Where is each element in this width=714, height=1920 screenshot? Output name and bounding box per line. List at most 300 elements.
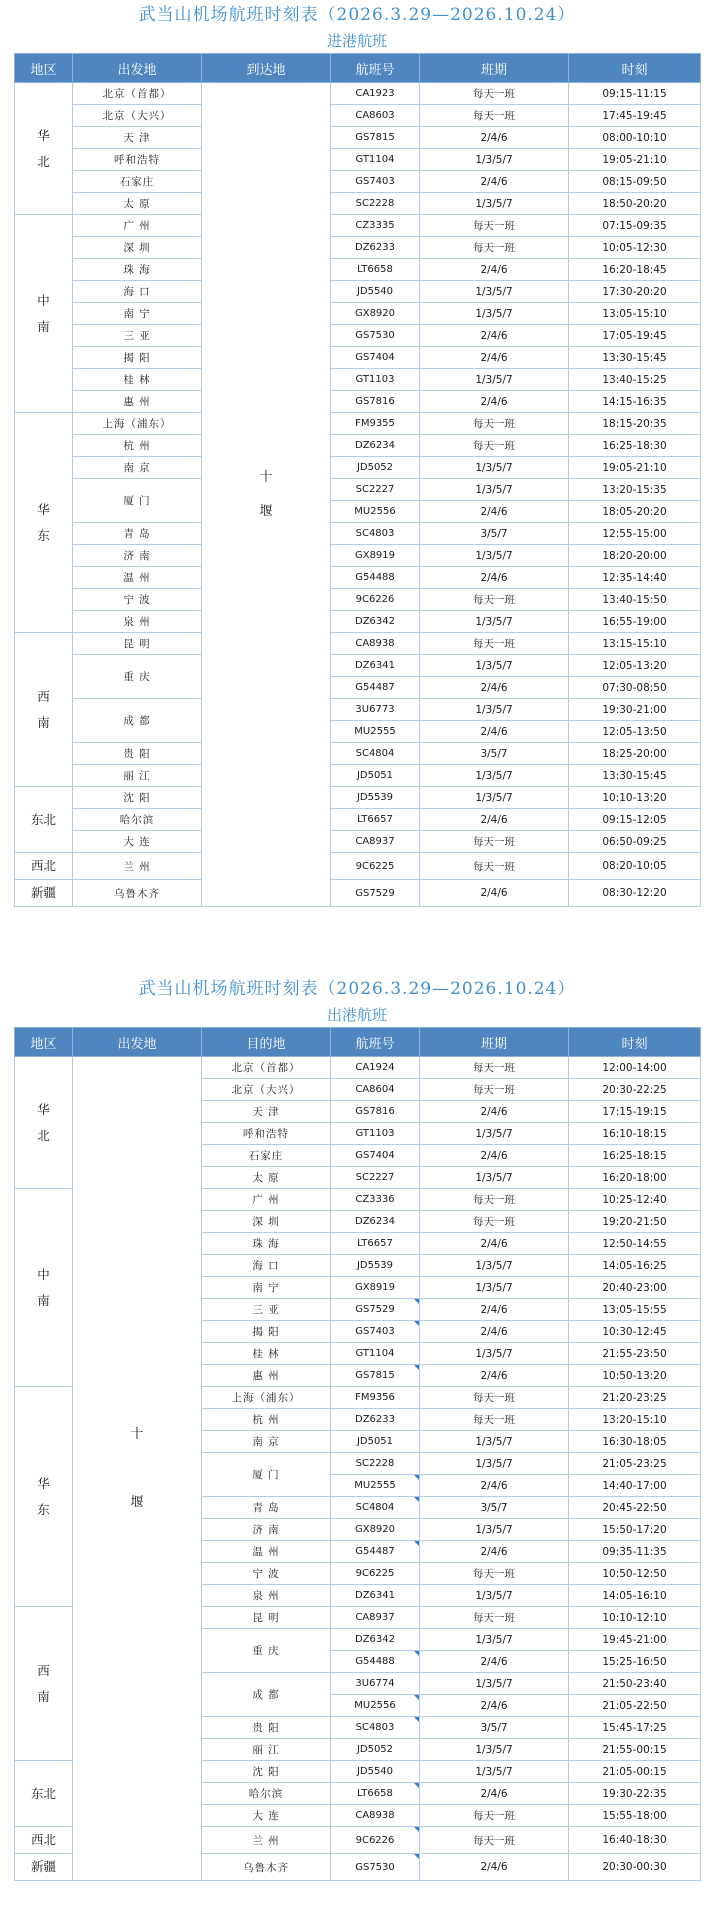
city-cell: 杭 州 [202,1409,331,1431]
time-cell: 13:05-15:55 [569,1299,701,1321]
flight-number-cell [331,655,420,677]
table-row [15,809,701,831]
schedule-days-cell: 2/4/6 [420,1475,569,1497]
schedule-days-cell: 1/3/5/7 [420,1255,569,1277]
schedule-days-cell: 2/4/6 [420,259,569,281]
header-destination: 目的地 [202,1028,331,1057]
flight-number: CA8938 [355,638,395,649]
flight-number: LT6657 [357,1238,393,1249]
city-cell: 天 津 [202,1101,331,1123]
table-row [15,83,701,105]
table-row [15,347,701,369]
flight-number-cell [331,1343,420,1365]
flight-number-cell [331,611,420,633]
time-cell: 10:10-12:10 [569,1607,701,1629]
table-row [15,369,701,391]
flight-number: GX8919 [354,550,396,561]
city-cell: 厦 门 [73,479,202,523]
flight-number-cell [331,1431,420,1453]
flight-number: SC2228 [355,198,395,209]
table-row [15,259,701,281]
outbound-header-row [15,1028,701,1057]
flight-number: DZ6234 [355,440,395,451]
schedule-days-cell: 2/4/6 [420,501,569,523]
schedule-days-cell: 1/3/5/7 [420,281,569,303]
inbound-subtitle: 进港航班 [326,32,387,50]
schedule-days-cell: 1/3/5/7 [420,1739,569,1761]
flight-number: SC4803 [355,1722,395,1733]
schedule-days-cell: 每天一班 [420,215,569,237]
schedule-days-cell: 2/4/6 [420,1651,569,1673]
city-cell: 成 都 [202,1673,331,1717]
outbound-title: 武当山机场航班时刻表（2026.3.29—2026.10.24） [138,979,576,999]
city-cell: 珠 海 [202,1233,331,1255]
city-cell: 上海（浦东） [202,1387,331,1409]
time-cell: 13:20-15:35 [569,479,701,501]
time-cell: 14:05-16:10 [569,1585,701,1607]
flight-number-cell [331,281,420,303]
schedule-days-cell: 1/3/5/7 [420,1343,569,1365]
schedule-days-cell: 3/5/7 [420,1717,569,1739]
flight-number: DZ6342 [355,1634,395,1645]
flight-number-cell [331,545,420,567]
city-cell: 深 圳 [73,237,202,259]
flight-number-cell [331,303,420,325]
schedule-days-cell: 2/4/6 [420,1695,569,1717]
city-cell: 南 京 [202,1431,331,1453]
flight-number-cell [331,567,420,589]
city-cell: 三 亚 [202,1299,331,1321]
time-cell: 08:20-10:05 [569,853,701,880]
table-row [15,215,701,237]
city-cell: 海 口 [73,281,202,303]
city-cell: 兰 州 [202,1827,331,1854]
flight-number-cell [331,325,420,347]
flight-number-cell [331,699,420,721]
table-row [15,699,701,721]
hub-city-cell: 十 堰 [202,83,331,907]
time-cell: 13:40-15:25 [569,369,701,391]
flight-number: GX8920 [354,1524,396,1535]
flight-number: MU2556 [354,506,396,517]
flight-number: SC4804 [355,748,395,759]
flight-number: DZ6234 [355,1216,395,1227]
schedule-days-cell: 1/3/5/7 [420,787,569,809]
time-cell: 12:55-15:00 [569,523,701,545]
schedule-days-cell: 3/5/7 [420,523,569,545]
flight-number-cell [331,1123,420,1145]
header-region: 地区 [15,1028,73,1057]
flight-number: GT1103 [355,1128,395,1139]
schedule-days-cell: 每天一班 [420,237,569,259]
flight-number-cell [331,1321,420,1343]
schedule-days-cell: 1/3/5/7 [420,369,569,391]
city-cell: 海 口 [202,1255,331,1277]
time-cell: 08:30-12:20 [569,880,701,907]
table-row [15,281,701,303]
time-cell: 09:35-11:35 [569,1541,701,1563]
region-cell: 华 东 [15,413,73,633]
header-time: 时刻 [569,54,701,83]
flight-number: JD5540 [356,286,394,297]
city-cell: 呼和浩特 [73,149,202,171]
schedule-days-cell: 2/4/6 [420,1321,569,1343]
table-row [15,171,701,193]
table-row [15,787,701,809]
schedule-days-cell: 2/4/6 [420,325,569,347]
flight-number: GS7403 [355,1326,395,1337]
time-cell: 16:20-18:45 [569,259,701,281]
flight-number-cell [331,171,420,193]
flight-number-cell [331,1783,420,1805]
table-row [15,743,701,765]
schedule-days-cell: 1/3/5/7 [420,1453,569,1475]
city-cell: 哈尔滨 [202,1783,331,1805]
table-row [15,127,701,149]
header-time: 时刻 [569,1028,701,1057]
region-cell: 西北 [15,1827,73,1854]
flight-number: G54487 [355,1546,395,1557]
city-cell: 三 亚 [73,325,202,347]
flight-number: JD5539 [356,1260,394,1271]
flight-number-cell [331,1255,420,1277]
flight-number-cell [331,479,420,501]
table-row [15,435,701,457]
flight-number: G54487 [355,682,395,693]
flight-number: CA8938 [355,1810,395,1821]
header-flight-number: 航班号 [331,54,420,83]
schedule-days-cell: 2/4/6 [420,171,569,193]
flight-number: GS7530 [355,1861,395,1873]
table-row [15,1057,701,1079]
city-cell: 南 宁 [73,303,202,325]
flight-number-cell [331,765,420,787]
region-cell: 中 南 [15,1189,73,1387]
time-cell: 12:35-14:40 [569,567,701,589]
flight-number-cell [331,1541,420,1563]
flight-number: DZ6233 [355,1414,395,1425]
flight-number-cell [331,193,420,215]
header-destination: 到达地 [202,54,331,83]
table-row [15,149,701,171]
flight-number: G54488 [355,1656,395,1667]
schedule-days-cell: 每天一班 [420,1805,569,1827]
time-cell: 06:50-09:25 [569,831,701,853]
flight-number: GX8920 [354,308,396,319]
flight-number-cell [331,1409,420,1431]
flight-number-cell [331,1365,420,1387]
flight-number-cell [331,1453,420,1475]
flight-number: SC4804 [355,1502,395,1513]
flight-number: JD5052 [356,462,394,473]
outbound-subtitle: 出港航班 [326,1006,387,1024]
schedule-days-cell: 1/3/5/7 [420,1123,569,1145]
time-cell: 13:05-15:10 [569,303,701,325]
flight-number-cell [331,457,420,479]
city-cell: 贵 阳 [202,1717,331,1739]
city-cell: 青 岛 [202,1497,331,1519]
time-cell: 07:15-09:35 [569,215,701,237]
flight-number-cell [331,215,420,237]
comment-marker-icon [414,1695,419,1700]
time-cell: 16:25-18:30 [569,435,701,457]
city-cell: 石家庄 [73,171,202,193]
time-cell: 13:30-15:45 [569,765,701,787]
flight-number: 3U6774 [355,1678,395,1689]
time-cell: 20:45-22:50 [569,1497,701,1519]
schedule-days-cell: 每天一班 [420,853,569,880]
schedule-days-cell: 2/4/6 [420,1541,569,1563]
city-cell: 兰 州 [73,853,202,880]
inbound-header-row [15,54,701,83]
flight-number: GS7816 [355,396,395,407]
time-cell: 21:05-00:15 [569,1761,701,1783]
time-cell: 13:40-15:50 [569,589,701,611]
city-cell: 成 都 [73,699,202,743]
city-cell: 温 州 [202,1541,331,1563]
city-cell: 广 州 [202,1189,331,1211]
city-cell: 昆 明 [73,633,202,655]
flight-number: GS7529 [355,887,395,899]
table-row [15,567,701,589]
time-cell: 17:30-20:20 [569,281,701,303]
flight-number-cell [331,435,420,457]
flight-number: CA8604 [355,1084,395,1095]
city-cell: 重 庆 [73,655,202,699]
time-cell: 10:30-12:45 [569,1321,701,1343]
city-cell: 泉 州 [202,1585,331,1607]
time-cell: 21:05-22:50 [569,1695,701,1717]
flight-number: DZ6342 [355,616,395,627]
flight-number-cell [331,721,420,743]
flight-number-cell [331,149,420,171]
city-cell: 丽 江 [73,765,202,787]
city-cell: 太 原 [73,193,202,215]
flight-number-cell [331,1607,420,1629]
schedule-days-cell: 1/3/5/7 [420,699,569,721]
city-cell: 贵 阳 [73,743,202,765]
schedule-days-cell: 1/3/5/7 [420,1761,569,1783]
flight-number: CA8603 [355,110,395,121]
time-cell: 21:20-23:25 [569,1387,701,1409]
schedule-days-cell: 1/3/5/7 [420,479,569,501]
time-cell: 20:30-22:25 [569,1079,701,1101]
flight-number-cell [331,743,420,765]
flight-number: DZ6341 [355,1590,395,1601]
schedule-days-cell: 每天一班 [420,1607,569,1629]
flight-number-cell [331,853,420,880]
schedule-days-cell: 2/4/6 [420,391,569,413]
schedule-days-cell: 1/3/5/7 [420,149,569,171]
city-cell: 南 京 [73,457,202,479]
flight-number-cell [331,347,420,369]
flight-number: CZ3336 [355,1194,395,1205]
flight-number: LT6658 [357,264,393,275]
flight-number-cell [331,1145,420,1167]
city-cell: 南 宁 [202,1277,331,1299]
time-cell: 10:25-12:40 [569,1189,701,1211]
city-cell: 沈 阳 [202,1761,331,1783]
city-cell: 温 州 [73,567,202,589]
region-cell: 华 北 [15,1057,73,1189]
city-cell: 丽 江 [202,1739,331,1761]
flight-number-cell [331,1233,420,1255]
flight-number-cell [331,1629,420,1651]
schedule-days-cell: 1/3/5/7 [420,1431,569,1453]
table-row [15,611,701,633]
flight-number-cell [331,105,420,127]
flight-number-cell [331,413,420,435]
flight-number-cell [331,369,420,391]
city-cell: 厦 门 [202,1453,331,1497]
schedule-days-cell: 2/4/6 [420,880,569,907]
time-cell: 18:20-20:00 [569,545,701,567]
schedule-days-cell: 每天一班 [420,633,569,655]
flight-number: GS7404 [355,1150,395,1161]
flight-number-cell [331,1079,420,1101]
time-cell: 16:25-18:15 [569,1145,701,1167]
schedule-days-cell: 2/4/6 [420,1854,569,1881]
region-cell: 西北 [15,853,73,880]
flight-number: 9C6226 [355,594,395,605]
flight-number-cell [331,1277,420,1299]
city-cell: 北京（大兴） [202,1079,331,1101]
time-cell: 12:05-13:20 [569,655,701,677]
flight-number: SC2227 [355,1172,395,1183]
flight-number-cell [331,1387,420,1409]
flight-number: SC2228 [355,1458,395,1469]
flight-number-cell [331,391,420,413]
city-cell: 北京（首都） [202,1057,331,1079]
flight-number: GT1104 [355,154,395,165]
flight-number-cell [331,1211,420,1233]
schedule-days-cell: 2/4/6 [420,1101,569,1123]
schedule-days-cell: 1/3/5/7 [420,1167,569,1189]
city-cell: 昆 明 [202,1607,331,1629]
flight-number-cell [331,501,420,523]
schedule-days-cell: 每天一班 [420,1409,569,1431]
flight-number: FM9355 [355,418,395,429]
city-cell: 沈 阳 [73,787,202,809]
inbound-table [14,53,701,907]
time-cell: 20:40-23:00 [569,1277,701,1299]
flight-number: GS7815 [355,132,395,143]
time-cell: 12:50-14:55 [569,1233,701,1255]
flight-number-cell [331,1519,420,1541]
time-cell: 12:05-13:50 [569,721,701,743]
flight-number: JD5539 [356,792,394,803]
time-cell: 14:40-17:00 [569,1475,701,1497]
flight-number: DZ6233 [355,242,395,253]
schedule-days-cell: 2/4/6 [420,1299,569,1321]
schedule-days-cell: 2/4/6 [420,127,569,149]
time-cell: 10:50-12:50 [569,1563,701,1585]
schedule-days-cell: 1/3/5/7 [420,1277,569,1299]
city-cell: 珠 海 [73,259,202,281]
city-cell: 揭 阳 [202,1321,331,1343]
region-cell: 东北 [15,787,73,853]
table-row [15,479,701,501]
table-row [15,633,701,655]
flight-number: 9C6225 [355,1568,395,1579]
schedule-days-cell: 2/4/6 [420,1233,569,1255]
region-cell: 华 东 [15,1387,73,1607]
schedule-days-cell: 每天一班 [420,105,569,127]
city-cell: 深 圳 [202,1211,331,1233]
time-cell: 17:45-19:45 [569,105,701,127]
table-row [15,105,701,127]
table-row [15,545,701,567]
flight-number: GS7815 [355,1370,395,1381]
flight-number-cell [331,633,420,655]
time-cell: 16:30-18:05 [569,1431,701,1453]
city-cell: 天 津 [73,127,202,149]
time-cell: 16:55-19:00 [569,611,701,633]
flight-number: JD5051 [356,1436,394,1447]
flight-number-cell [331,1739,420,1761]
comment-marker-icon [414,1717,419,1722]
flight-number: DZ6341 [355,660,395,671]
table-row [15,325,701,347]
schedule-days-cell: 每天一班 [420,1387,569,1409]
table-row [15,457,701,479]
time-cell: 09:15-11:15 [569,83,701,105]
flight-number-cell [331,809,420,831]
comment-marker-icon [414,1651,419,1656]
schedule-days-cell: 1/3/5/7 [420,655,569,677]
table-row [15,391,701,413]
flight-number-cell [331,127,420,149]
flight-number-cell [331,1673,420,1695]
time-cell: 15:45-17:25 [569,1717,701,1739]
header-origin: 出发地 [73,54,202,83]
table-row [15,193,701,215]
schedule-days-cell: 1/3/5/7 [420,303,569,325]
time-cell: 16:10-18:15 [569,1123,701,1145]
schedule-days-cell: 2/4/6 [420,347,569,369]
time-cell: 08:00-10:10 [569,127,701,149]
table-row [15,655,701,677]
inbound-title: 武当山机场航班时刻表（2026.3.29—2026.10.24） [138,5,576,25]
comment-marker-icon [414,1299,419,1304]
flight-number-cell [331,523,420,545]
flight-number: LT6658 [357,1788,393,1799]
time-cell: 10:05-12:30 [569,237,701,259]
flight-number: GS7530 [355,330,395,341]
time-cell: 14:05-16:25 [569,1255,701,1277]
schedule-days-cell: 1/3/5/7 [420,765,569,787]
time-cell: 18:50-20:20 [569,193,701,215]
schedule-days-cell: 1/3/5/7 [420,611,569,633]
schedule-days-cell: 每天一班 [420,1563,569,1585]
schedule-days-cell: 每天一班 [420,435,569,457]
time-cell: 19:05-21:10 [569,149,701,171]
header-schedule-days: 班期 [420,1028,569,1057]
city-cell: 北京（首都） [73,83,202,105]
schedule-days-cell: 每天一班 [420,1189,569,1211]
time-cell: 15:25-16:50 [569,1651,701,1673]
city-cell: 乌鲁木齐 [202,1854,331,1881]
schedule-days-cell: 1/3/5/7 [420,1673,569,1695]
header-region: 地区 [15,54,73,83]
flight-number: JD5540 [356,1766,394,1777]
city-cell: 太 原 [202,1167,331,1189]
flight-number: GX8919 [354,1282,396,1293]
flight-number: CZ3335 [355,220,395,231]
time-cell: 17:05-19:45 [569,325,701,347]
comment-marker-icon [414,1854,419,1859]
time-cell: 08:15-09:50 [569,171,701,193]
